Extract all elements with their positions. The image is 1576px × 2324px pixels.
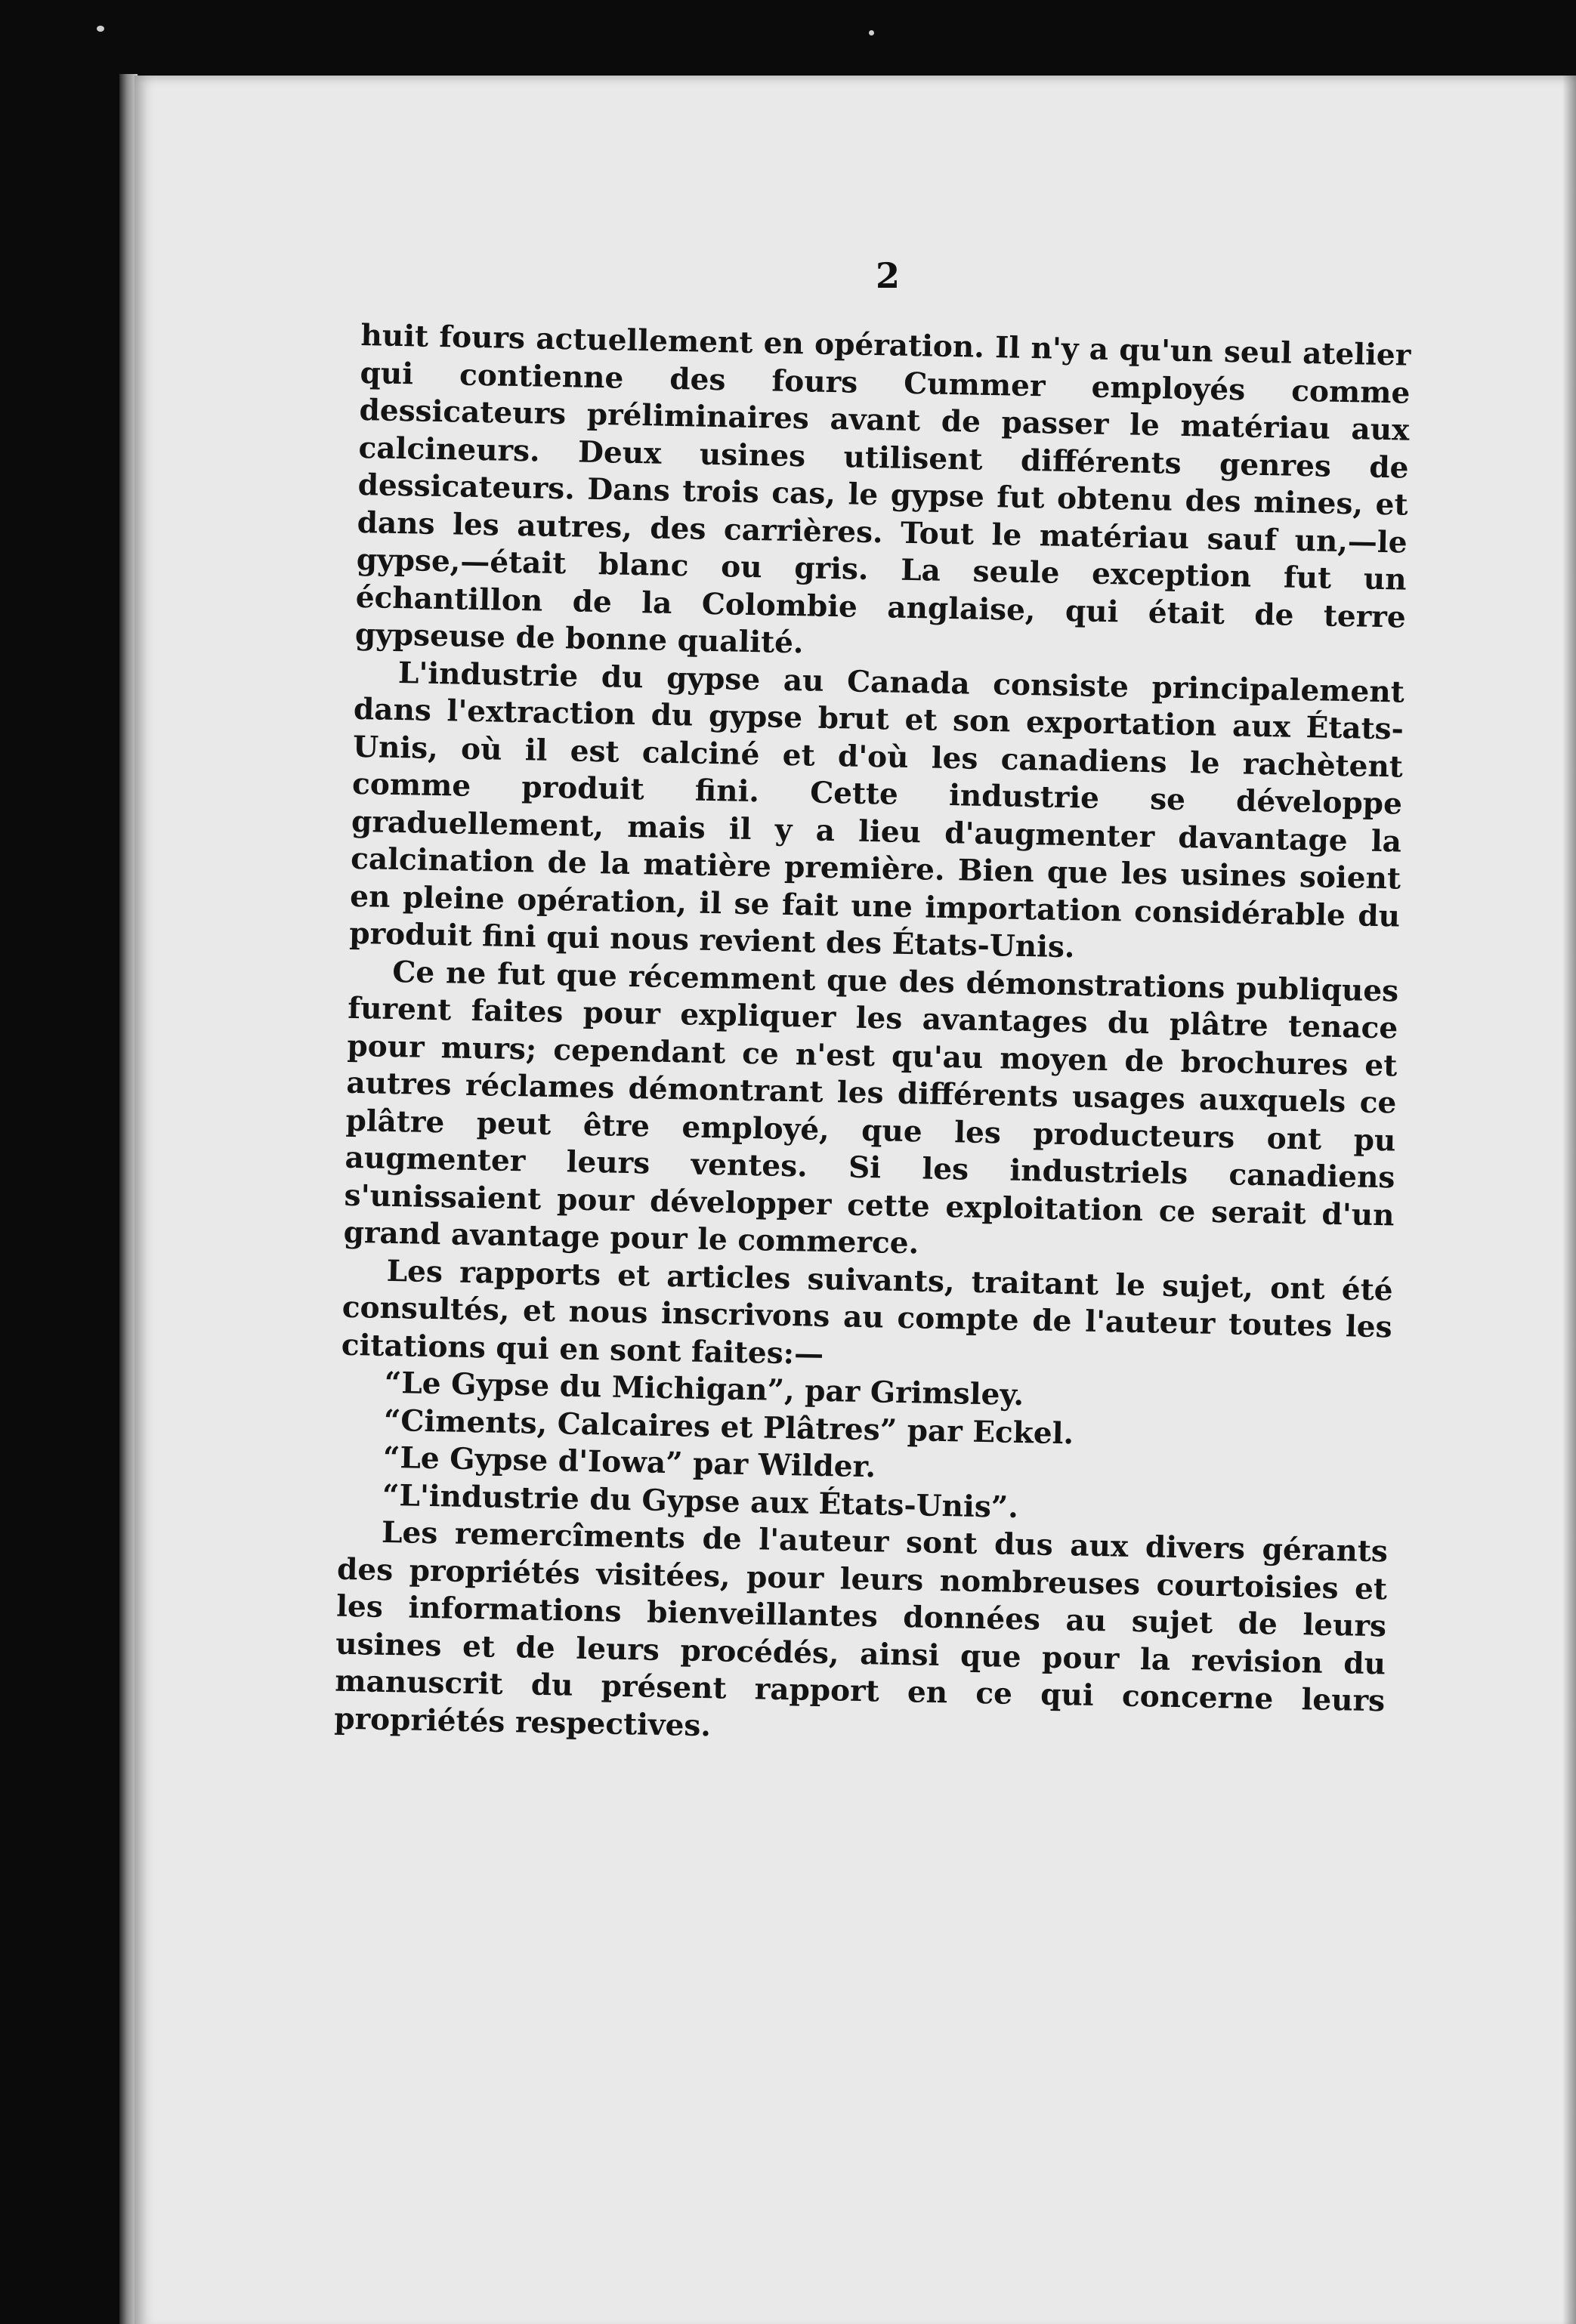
page-number: 2 xyxy=(875,255,900,296)
paragraph-demonstrations: Ce ne fut que récemment que des démonstrations publiques furent faites pour expliquer les avantages du plâtre tenace pour murs; cependant ce n'est qu'au moyen de brochures et autres réclames démontrant les différents usages auxquels ce plâtre peut être employé, que les producteurs ont pu augmenter leurs ventes. Si les industriels canadiens s'unissaient pour développer cette exploitation ce serait d'un grand avantage pour le commerce. xyxy=(343,954,1399,1261)
paragraph-gypsum-industry: L'industrie du gypse au Canada consiste principalement dans l'extraction du gypse brut et son exportation aux États-Unis, où il est calciné et d'où les canadiens le rachètent comme produit fini. Cette industrie se développe graduellement, mais il y a lieu d'augmenter davantage la calcination de la matière première. Bien que les usines soient en pleine opération, il se fait une importation considérable du produit fini qui nous revient des États-Unis. xyxy=(348,655,1405,965)
paragraph-references-intro: Les rapports et articles suivants, traitant le sujet, ont été consultés, et nous inscrivons au compte de l'auteur toutes les citations qui en sont faites:— xyxy=(341,1253,1393,1372)
citation-michigan: “Le Gypse du Michigan”, par Grimsley. xyxy=(384,1365,1024,1413)
citation-iowa: “Le Gypse d'Iowa” par Wilder. xyxy=(382,1440,876,1485)
dust-speck xyxy=(97,26,104,32)
page-right-shadow xyxy=(1562,76,1576,2324)
paragraph-acknowledgements: Les remercîments de l'auteur sont dus aux divers gérants des propriétés visitées, pour leurs nombreuses courtoisies et les informations bienveillantes données au sujet de leurs usines et de leurs procédés, ainsi que pour la revision du manuscrit du présent rapport en ce qui concerne leurs propriétés respectives. xyxy=(333,1514,1389,1743)
page-body xyxy=(334,317,1411,1758)
citation-united-states: “L'industrie du Gypse aux États-Unis”. xyxy=(382,1477,1019,1525)
citation-eckel: “Ciments, Calcaires et Plâtres” par Eckel. xyxy=(383,1403,1074,1451)
paragraph-continuation: huit fours actuellement en opération. Il n'y a qu'un seul atelier qui contienne des fours Cummer employés comme dessicateurs préliminaires avant de passer le matériau aux calcineurs. Deux usines utilisent différents genres de dessicateurs. Dans trois cas, le gypse fut obtenu des mines, et dans les autres, des carrières. Tout le matériau sauf un,—le gypse,—était blanc ou gris. La seule exception fut un échantillon de la Colombie anglaise, qui était de terre gypseuse de bonne qualité. xyxy=(354,317,1411,661)
dust-speck xyxy=(869,30,874,35)
